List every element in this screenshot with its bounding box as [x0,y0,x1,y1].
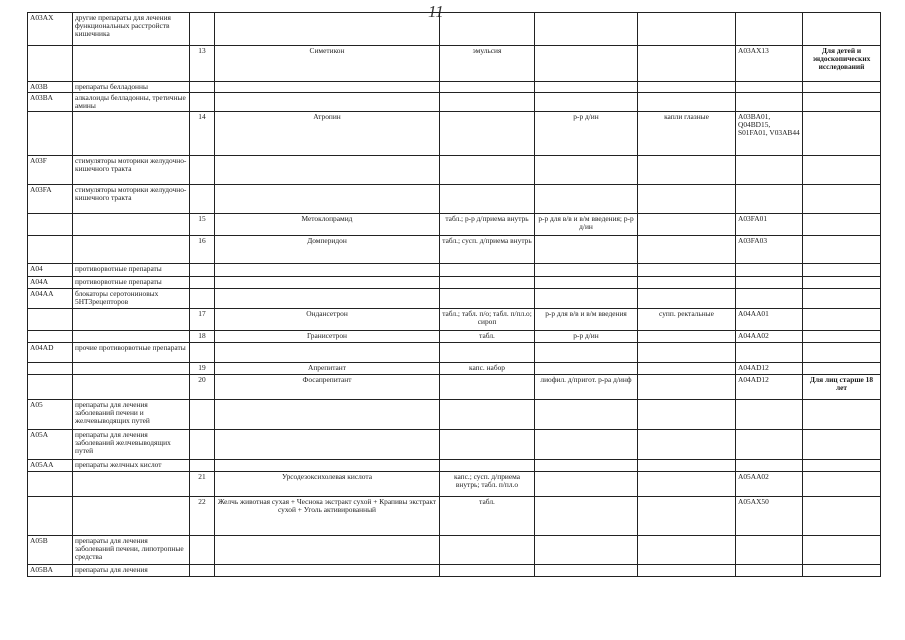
injection-form-cell [535,472,638,497]
row-number-cell [190,536,215,565]
drug-classification-table [27,12,881,577]
dosage-form-cell: табл.; сусп. д/приема внутрь [440,236,535,264]
dosage-form-cell: капс. набор [440,363,535,375]
atx-class-name-cell: стимуляторы моторики желудочно-кишечного тракта [73,156,190,185]
atx-class-name-cell: препараты белладонны [73,82,190,93]
injection-form-cell [535,430,638,460]
dosage-form-cell [440,264,535,277]
injection-form-cell [535,460,638,472]
atx-class-name-cell [73,236,190,264]
row-number-cell: 17 [190,309,215,331]
other-form-cell [638,472,736,497]
dosage-form-cell [440,565,535,577]
injection-form-cell: р-р для в/в и в/м введения; р-р д/ин [535,214,638,236]
injection-form-cell: р-р д/ин [535,112,638,156]
injection-form-cell [535,13,638,46]
other-form-cell [638,375,736,400]
dosage-form-cell [440,156,535,185]
dosage-form-cell [440,430,535,460]
other-form-cell [638,13,736,46]
injection-form-cell [535,156,638,185]
atx-code-cell [28,472,73,497]
row-number-cell [190,185,215,214]
table-row [28,343,881,363]
other-form-cell [638,289,736,309]
note-cell [803,277,881,289]
drug-name-cell: Домперидон [215,236,440,264]
dosage-form-cell: табл. [440,331,535,343]
atx-code-cell: A04AD [28,343,73,363]
other-form-cell [638,82,736,93]
drug-atx-code-cell: A04AA01 [736,309,803,331]
note-cell [803,565,881,577]
other-form-cell: капли глазные [638,112,736,156]
drug-name-cell: Апрепитант [215,363,440,375]
drug-name-cell: Симетикон [215,46,440,82]
atx-code-cell: A05BA [28,565,73,577]
drug-atx-code-cell [736,289,803,309]
drug-atx-code-cell: A03FA03 [736,236,803,264]
injection-form-cell: лиофил. д/пригот. р-ра д/инф [535,375,638,400]
atx-code-cell [28,236,73,264]
dosage-form-cell [440,93,535,112]
drug-name-cell [215,156,440,185]
note-cell: Для детей и эндоскопических исследований [803,46,881,82]
other-form-cell [638,236,736,264]
page-number: 11 [428,2,444,21]
table-row [28,565,881,577]
note-cell [803,363,881,375]
drug-atx-code-cell [736,93,803,112]
table-row [28,112,881,156]
table-row [28,46,881,82]
table-row [28,472,881,497]
drug-atx-code-cell [736,536,803,565]
note-cell [803,82,881,93]
atx-class-name-cell: препараты для лечения [73,565,190,577]
row-number-cell: 20 [190,375,215,400]
dosage-form-cell: капс.; сусп. д/приема внутрь; табл. п/пл.о [440,472,535,497]
row-number-cell: 15 [190,214,215,236]
note-cell [803,112,881,156]
other-form-cell [638,343,736,363]
table-row [28,497,881,536]
injection-form-cell [535,236,638,264]
injection-form-cell: р-р д/ин [535,331,638,343]
drug-atx-code-cell [736,277,803,289]
row-number-cell: 21 [190,472,215,497]
atx-code-cell [28,112,73,156]
row-number-cell: 14 [190,112,215,156]
injection-form-cell [535,289,638,309]
dosage-form-cell: табл.; табл. п/о; табл. п/пл.о; сироп [440,309,535,331]
table-row [28,13,881,46]
other-form-cell [638,430,736,460]
drug-atx-code-cell [736,82,803,93]
drug-name-cell: Урсодезоксихолевая кислота [215,472,440,497]
note-cell [803,309,881,331]
table-row [28,156,881,185]
atx-class-name-cell [73,472,190,497]
atx-class-name-cell: противорвотные препараты [73,277,190,289]
injection-form-cell [535,363,638,375]
atx-class-name-cell: препараты желчных кислот [73,460,190,472]
atx-class-name-cell [73,46,190,82]
table-row [28,264,881,277]
injection-form-cell [535,264,638,277]
drug-atx-code-cell: A05AA02 [736,472,803,497]
drug-atx-code-cell [736,430,803,460]
atx-code-cell: A03FA [28,185,73,214]
atx-code-cell: A05B [28,536,73,565]
row-number-cell [190,460,215,472]
dosage-form-cell [440,13,535,46]
atx-class-name-cell: блокаторы серотониновых 5HT3рецепторов [73,289,190,309]
atx-class-name-cell [73,214,190,236]
injection-form-cell [535,93,638,112]
other-form-cell [638,277,736,289]
atx-class-name-cell: препараты для лечения заболеваний печени и желчевыводящих путей [73,400,190,430]
atx-class-name-cell: противорвотные препараты [73,264,190,277]
drug-name-cell [215,343,440,363]
row-number-cell [190,289,215,309]
table-row [28,536,881,565]
drug-name-cell [215,430,440,460]
atx-code-cell: A05AA [28,460,73,472]
drug-name-cell: Фосапрепитант [215,375,440,400]
row-number-cell: 18 [190,331,215,343]
drug-atx-code-cell [736,400,803,430]
injection-form-cell [535,82,638,93]
note-cell [803,156,881,185]
atx-class-name-cell: стимуляторы моторики желудочно-кишечного тракта [73,185,190,214]
drug-atx-code-cell [736,565,803,577]
row-number-cell [190,565,215,577]
dosage-form-cell [440,460,535,472]
dosage-form-cell [440,536,535,565]
other-form-cell [638,264,736,277]
atx-code-cell [28,497,73,536]
drug-name-cell: Гранисетрон [215,331,440,343]
dosage-form-cell [440,400,535,430]
other-form-cell [638,93,736,112]
note-cell [803,331,881,343]
drug-name-cell [215,82,440,93]
atx-code-cell [28,331,73,343]
dosage-form-cell [440,82,535,93]
drug-name-cell: Метоклопрамид [215,214,440,236]
note-cell [803,236,881,264]
atx-code-cell: A04A [28,277,73,289]
dosage-form-cell: эмульсия [440,46,535,82]
row-number-cell [190,13,215,46]
drug-atx-code-cell [736,343,803,363]
table-row [28,93,881,112]
other-form-cell [638,363,736,375]
drug-atx-code-cell: A04AD12 [736,375,803,400]
injection-form-cell [535,497,638,536]
row-number-cell [190,82,215,93]
note-cell [803,214,881,236]
drug-name-cell [215,185,440,214]
dosage-form-cell [440,289,535,309]
note-cell [803,264,881,277]
atx-class-name-cell: препараты для лечения заболеваний печени, липотропные средства [73,536,190,565]
note-cell: Для лиц старше 18 лет [803,375,881,400]
atx-code-cell [28,214,73,236]
drug-name-cell [215,536,440,565]
drug-atx-code-cell [736,460,803,472]
atx-class-name-cell [73,375,190,400]
drug-name-cell [215,277,440,289]
atx-class-name-cell: прочие противорвотные препараты [73,343,190,363]
atx-code-cell: A03BA [28,93,73,112]
table-row [28,331,881,343]
injection-form-cell [535,277,638,289]
injection-form-cell: р-р для в/в и в/м введения [535,309,638,331]
row-number-cell [190,264,215,277]
drug-atx-code-cell: A03FA01 [736,214,803,236]
atx-code-cell: A03B [28,82,73,93]
table-row [28,277,881,289]
table-row [28,82,881,93]
row-number-cell [190,343,215,363]
note-cell [803,289,881,309]
other-form-cell [638,185,736,214]
injection-form-cell [535,46,638,82]
drug-name-cell [215,400,440,430]
table-row [28,309,881,331]
other-form-cell [638,536,736,565]
drug-atx-code-cell [736,185,803,214]
atx-class-name-cell [73,331,190,343]
row-number-cell: 13 [190,46,215,82]
note-cell [803,400,881,430]
note-cell [803,93,881,112]
dosage-form-cell: табл.; р-р д/приема внутрь [440,214,535,236]
atx-code-cell: A05A [28,430,73,460]
note-cell [803,472,881,497]
atx-code-cell [28,375,73,400]
note-cell [803,497,881,536]
table-row [28,236,881,264]
row-number-cell: 19 [190,363,215,375]
atx-code-cell: A03F [28,156,73,185]
table-body [28,13,881,577]
row-number-cell [190,93,215,112]
table-row [28,363,881,375]
other-form-cell [638,46,736,82]
drug-atx-code-cell: A04AD12 [736,363,803,375]
row-number-cell [190,430,215,460]
injection-form-cell [535,400,638,430]
atx-class-name-cell [73,497,190,536]
note-cell [803,460,881,472]
dosage-form-cell [440,343,535,363]
drug-name-cell [215,565,440,577]
row-number-cell: 16 [190,236,215,264]
drug-name-cell: Ондансетрон [215,309,440,331]
table-row [28,214,881,236]
note-cell [803,343,881,363]
table-row [28,185,881,214]
drug-name-cell [215,460,440,472]
drug-name-cell [215,93,440,112]
other-form-cell [638,497,736,536]
drug-name-cell [215,289,440,309]
atx-class-name-cell: препараты для лечения заболеваний желчевыводящих путей [73,430,190,460]
drug-atx-code-cell: A03AX13 [736,46,803,82]
table-row [28,289,881,309]
drug-atx-code-cell: A04AA02 [736,331,803,343]
injection-form-cell [535,565,638,577]
row-number-cell [190,277,215,289]
drug-atx-code-cell [736,13,803,46]
atx-class-name-cell [73,309,190,331]
drug-atx-code-cell: A03BA01, Q04BD15, S01FA01, V03AB44 [736,112,803,156]
drug-atx-code-cell [736,264,803,277]
dosage-form-cell [440,375,535,400]
atx-class-name-cell: другие препараты для лечения функциональных расстройств кишечника [73,13,190,46]
drug-atx-code-cell [736,156,803,185]
other-form-cell [638,331,736,343]
note-cell [803,13,881,46]
injection-form-cell [535,536,638,565]
drug-name-cell: Атропин [215,112,440,156]
atx-code-cell: A05 [28,400,73,430]
atx-code-cell: A04AA [28,289,73,309]
other-form-cell [638,460,736,472]
injection-form-cell [535,185,638,214]
atx-code-cell: A03AX [28,13,73,46]
other-form-cell: супп. ректальные [638,309,736,331]
table-row [28,460,881,472]
atx-class-name-cell: алкалоиды белладонны, третичные амины [73,93,190,112]
atx-class-name-cell [73,363,190,375]
table-row [28,430,881,460]
dosage-form-cell: табл. [440,497,535,536]
dosage-form-cell [440,185,535,214]
other-form-cell [638,156,736,185]
table-row [28,375,881,400]
note-cell [803,185,881,214]
other-form-cell [638,400,736,430]
table-row [28,400,881,430]
atx-code-cell [28,363,73,375]
dosage-form-cell [440,112,535,156]
drug-name-cell: Желчь животная сухая + Чеснока экстракт сухой + Крапивы экстракт сухой + Уголь активированный [215,497,440,536]
injection-form-cell [535,343,638,363]
row-number-cell [190,400,215,430]
drug-atx-code-cell: A05AX50 [736,497,803,536]
drug-name-cell [215,264,440,277]
atx-code-cell [28,46,73,82]
other-form-cell [638,214,736,236]
note-cell [803,430,881,460]
drug-name-cell [215,13,440,46]
note-cell [803,536,881,565]
atx-class-name-cell [73,112,190,156]
dosage-form-cell [440,277,535,289]
other-form-cell [638,565,736,577]
row-number-cell: 22 [190,497,215,536]
atx-code-cell [28,309,73,331]
atx-code-cell: A04 [28,264,73,277]
row-number-cell [190,156,215,185]
